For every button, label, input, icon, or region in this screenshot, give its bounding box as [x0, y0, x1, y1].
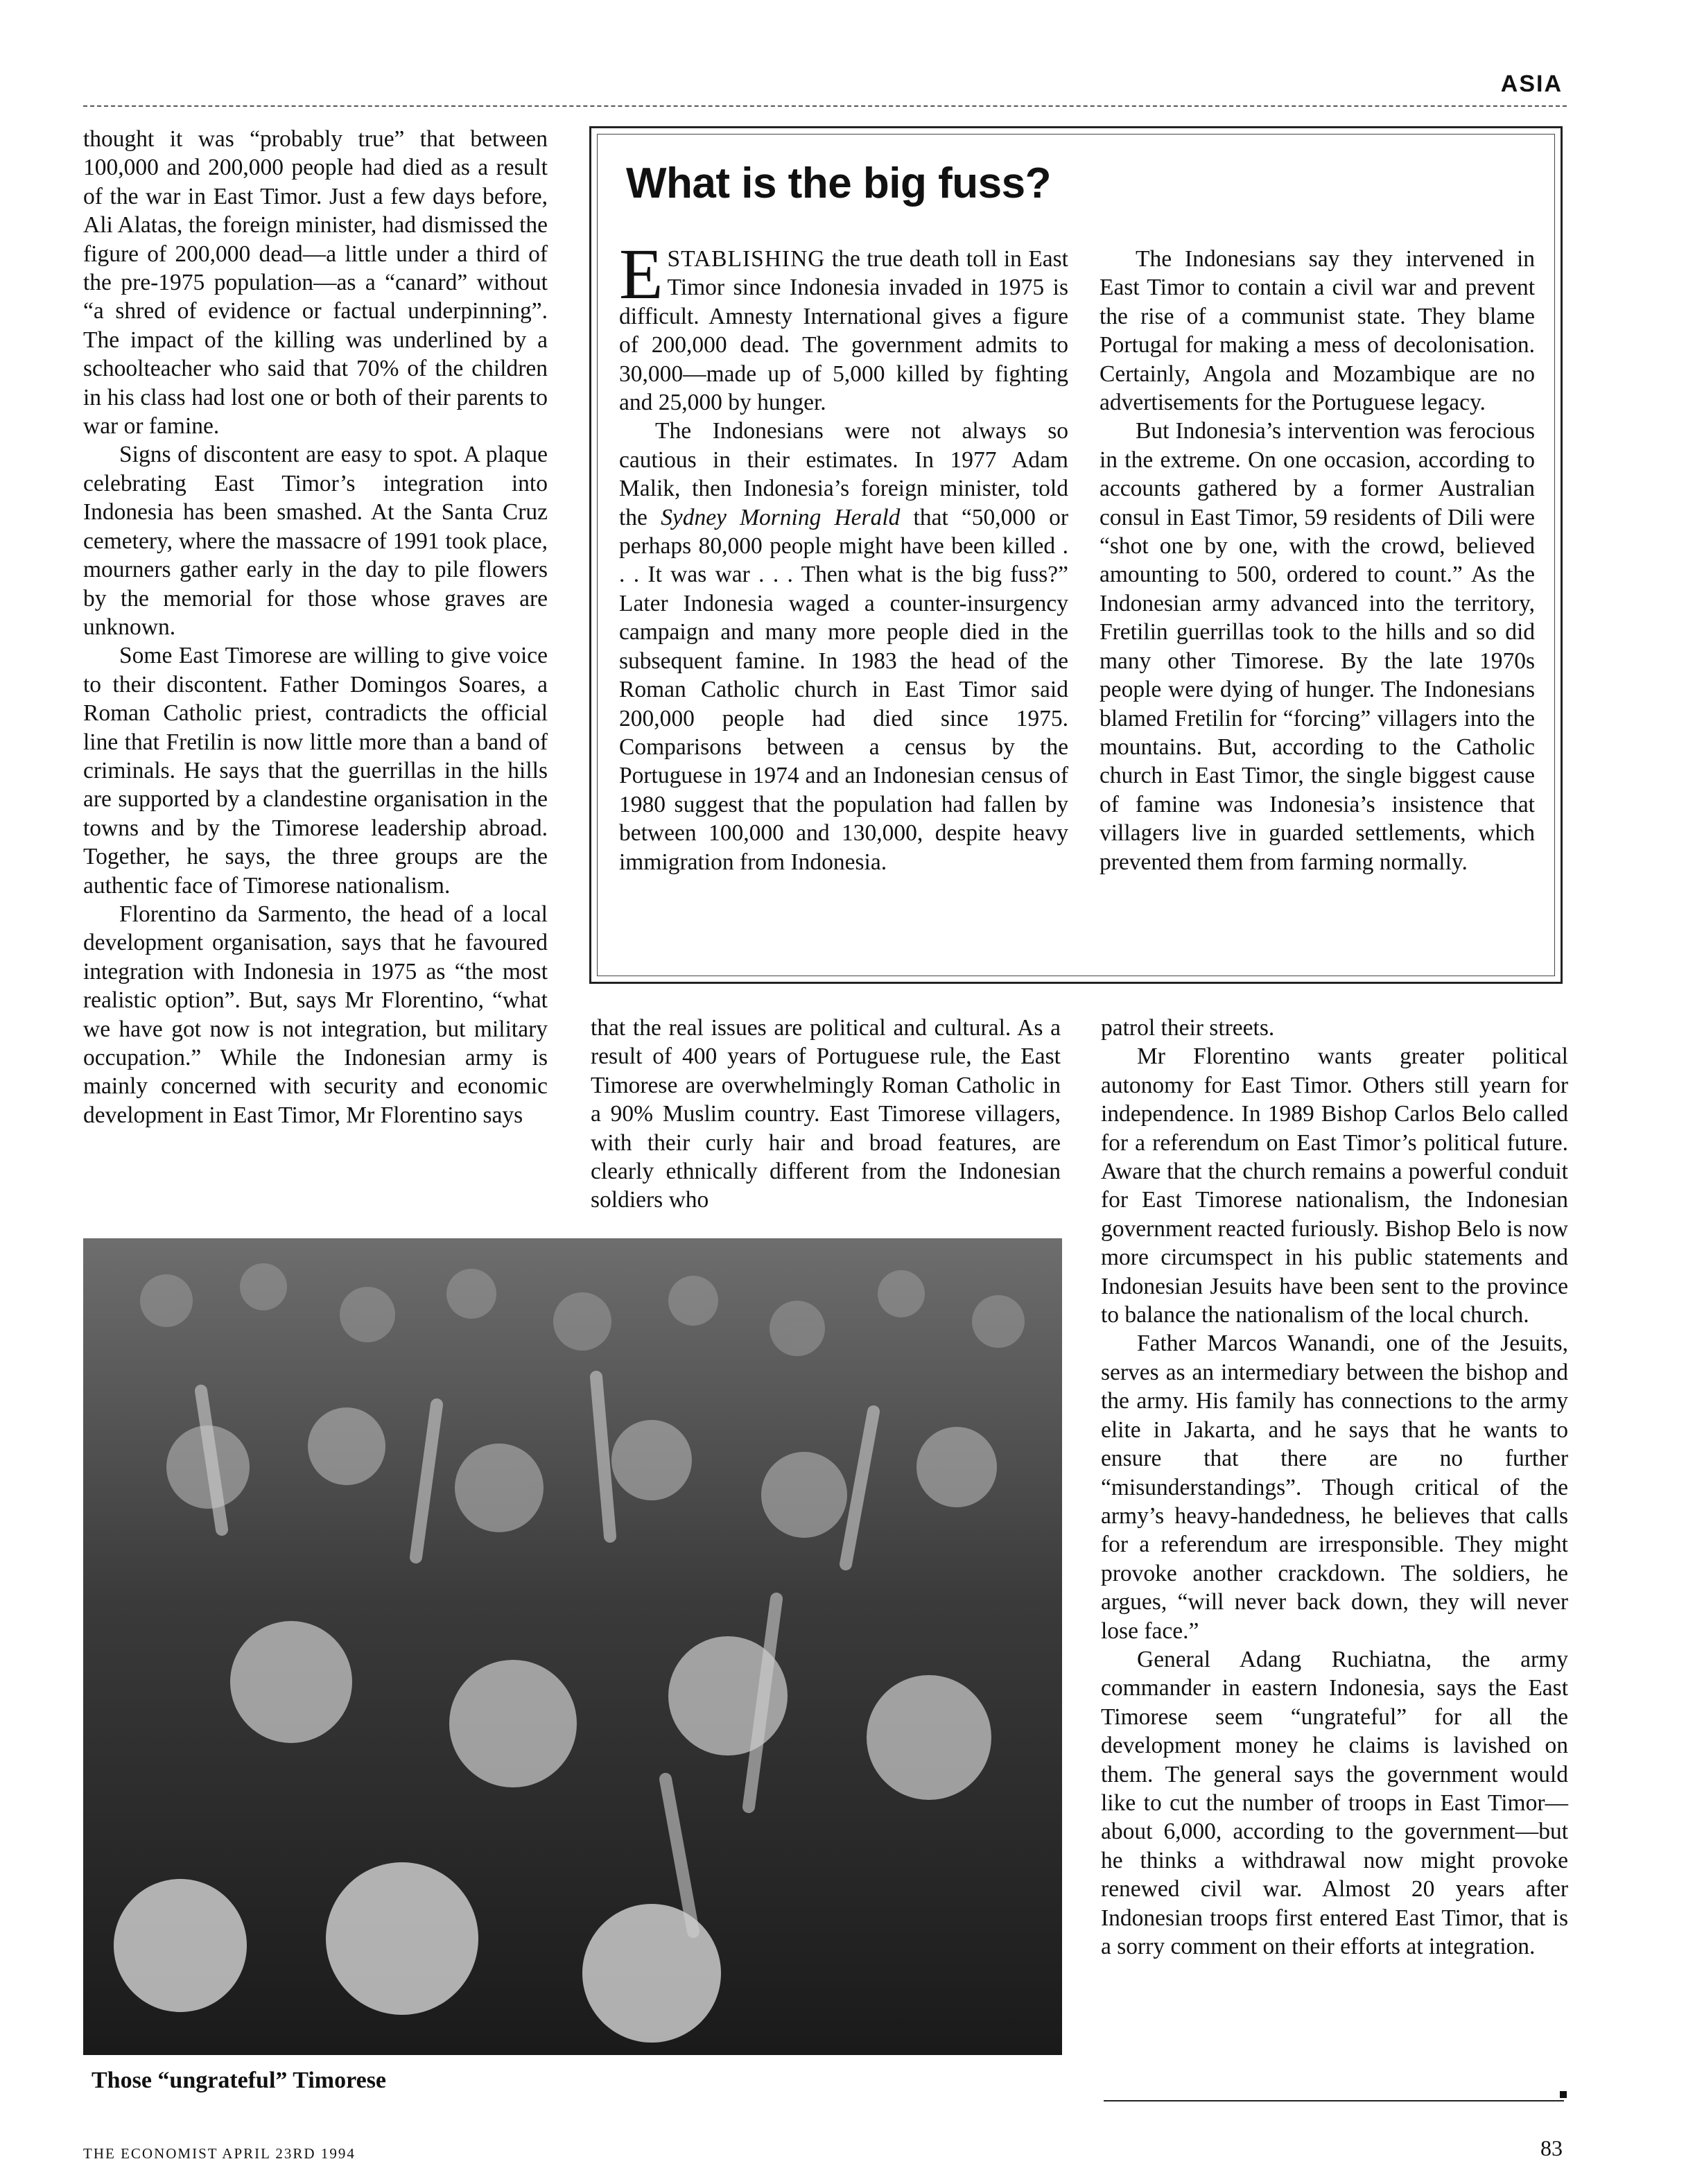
- section-label: ASIA: [1500, 71, 1563, 97]
- sidebar-column-right: [1100, 245, 1535, 876]
- sidebar-title: What is the big fuss?: [626, 159, 1051, 207]
- paragraph: [619, 234, 1068, 417]
- paragraph: Signs of discontent are easy to spot. A plaque celebrating East Timor’s integration into Indonesia has been smashed. At the Santa Cruz cemetery, where the massacre of 1991 took place, mourners gather early in the day to pile flowers by the memorial for those whose graves are unknown.: [83, 442, 548, 640]
- paragraph: Mr Florentino wants greater political autonomy for East Timor. Others still yearn for independence. In 1989 Bishop Carlos Belo called for a referendum on East Timor’s political future. Aware that the church remains a powerful conduit for East Timorese nationalism, the Indonesian government reacted furiously. Bishop Belo is now more circumspect in his public statements and Indonesian Jesuits have been sent to the province to balance the nationalism of the local church.: [1101, 1043, 1568, 1328]
- article-column-middle: [591, 1014, 1061, 1215]
- article-column-right: [1101, 1014, 1568, 1961]
- paragraph-text: the true death toll in East Timor since Indonesia invaded in 1975 is difficult. Amnesty International gives a figure of 200,000 dead. The government admits to 30,000—made up of 5,000 killed by fighting and 25,000 by hunger.: [619, 246, 1068, 416]
- crowd-photo: [83, 1238, 1062, 2055]
- paragraph: General Adang Ruchiatna, the army commander in eastern Indonesia, says the East Timorese seem “ungrateful” for all the development money he claims is lavished on them. The general says the government would like to cut the number of troops in East Timor—about 6,000, according to the government—but he thinks a withdrawal now might provoke renewed civil war. Almost 20 years after Indonesian troops first entered East Timor, that is a sorry comment on their efforts at integration.: [1101, 1646, 1568, 1959]
- paragraph: The Indonesians say they intervened in East Timor to contain a civil war and prevent the rise of a communist state. They blame Portugal for making a mess of decolonisation. Certainly, Angola and Mozambique are no advertisements for the Portuguese legacy.: [1100, 246, 1535, 416]
- paragraph: thought it was “probably true” that between 100,000 and 200,000 people had died as a result of the war in East Timor. Just a few days before, Ali Alatas, the foreign minister, had dismissed the figure of 200,000 dead—a little under a third of the pre-1975 population—as a “canard” without “a shred of evidence or factual underpinning”. The impact of the killing was underlined by a schoolteacher who said that 70% of the children in his class had lost one or both of their parents to war or famine.: [83, 126, 548, 440]
- page-number: 83: [1540, 2135, 1563, 2160]
- publication-name: Sydney Morning Herald: [661, 504, 901, 530]
- article-column-left: [83, 125, 548, 1129]
- paragraph: Father Marcos Wanandi, one of the Jesuits, serves as an intermediary between the bishop and the army. His family has connections to the army elite in Jakarta, and he says that he wants to ensure that there are no further “misunderstandings”. Though critical of the army’s heavy-handedness, he believes that calls for a referendum are irresponsible. They might provoke another crackdown. The soldiers, he argues, “will never back down, they will never lose face.”: [1101, 1331, 1568, 1644]
- end-mark-icon: [1560, 2091, 1567, 2098]
- paragraph: But Indonesia’s intervention was ferocious in the extreme. On one occasion, according to accounts gathered by a former Australian consul in East Timor, 59 residents of Dili were “shot one by one, with the crowd, believed amounting to 500, ordered to count.” As the Indonesian army advanced into the territory, Fretilin guerrillas took to the hills and so did many other Timorese. By the late 1970s people were dying of hunger. The Indonesians blamed Fretilin for “forcing” villagers into the mountains. But, according to the Catholic church in East Timor, the single biggest cause of famine was Indonesia’s insistence that villagers live in guarded settlements, which prevented them from farming normally.: [1100, 418, 1535, 875]
- paragraph: Some East Timorese are willing to give voice to their discontent. Father Domingos Soares, a Roman Catholic priest, contradicts the official line that Fretilin is now little more than a band of criminals. He says that the guerrillas in the hills are supported by a clandestine organisation in the towns and by the Timorese leadership abroad. Together, he says, the three groups are the authentic face of Timorese nationalism.: [83, 643, 548, 899]
- top-rule: [83, 105, 1567, 107]
- lead-in: STABLISHING: [667, 246, 826, 272]
- drop-cap: E: [619, 234, 663, 314]
- paragraph-text: that “50,000 or perhaps 80,000 people might have been killed . . . It was war . . . Then what is the big fuss?” Later Indonesia waged a counter-insurgency campaign and many more people died in the subsequent famine. In 1983 the head of the Roman Catholic church in East Timor said 200,000 people had died since 1975. Comparisons between a census by the Portuguese in 1974 and an Indonesian census of 1980 suggest that the population had fallen by between 100,000 and 130,000, despite heavy immigration from Indonesia.: [619, 504, 1068, 875]
- sidebar-column-left: [619, 234, 1068, 876]
- paragraph-text: The Indonesians were not always so cautious in their estimates. In 1977 Adam Malik, then Indonesia’s foreign minister, told the: [619, 418, 1068, 530]
- paragraph: that the real issues are political and cultural. As a result of 400 years of Portuguese rule, the East Timorese are overwhelmingly Roman Catholic in a 90% Muslim country. East Timorese villagers, with their curly hair and broad features, are clearly ethnically different from the Indonesian soldiers who: [591, 1015, 1061, 1213]
- paragraph: patrol their streets.: [1101, 1015, 1275, 1041]
- article-end-rule: [1104, 2100, 1564, 2101]
- sidebar-box: [589, 126, 1563, 984]
- crowd-photo-image: [83, 1238, 1062, 2055]
- photo-caption: Those “ungrateful” Timorese: [92, 2068, 387, 2093]
- paragraph: Florentino da Sarmento, the head of a local development organisation, says that he favoured integration with Indonesia in 1975 as “the most realistic option”. But, says Mr Florentino, “what we have got now is not integration, but military occupation.” While the Indonesian army is mainly concerned with security and economic development in East Timor, Mr Florentino says: [83, 901, 548, 1128]
- paragraph: [619, 417, 1068, 876]
- footer-publication: THE ECONOMIST APRIL 23RD 1994: [83, 2145, 356, 2162]
